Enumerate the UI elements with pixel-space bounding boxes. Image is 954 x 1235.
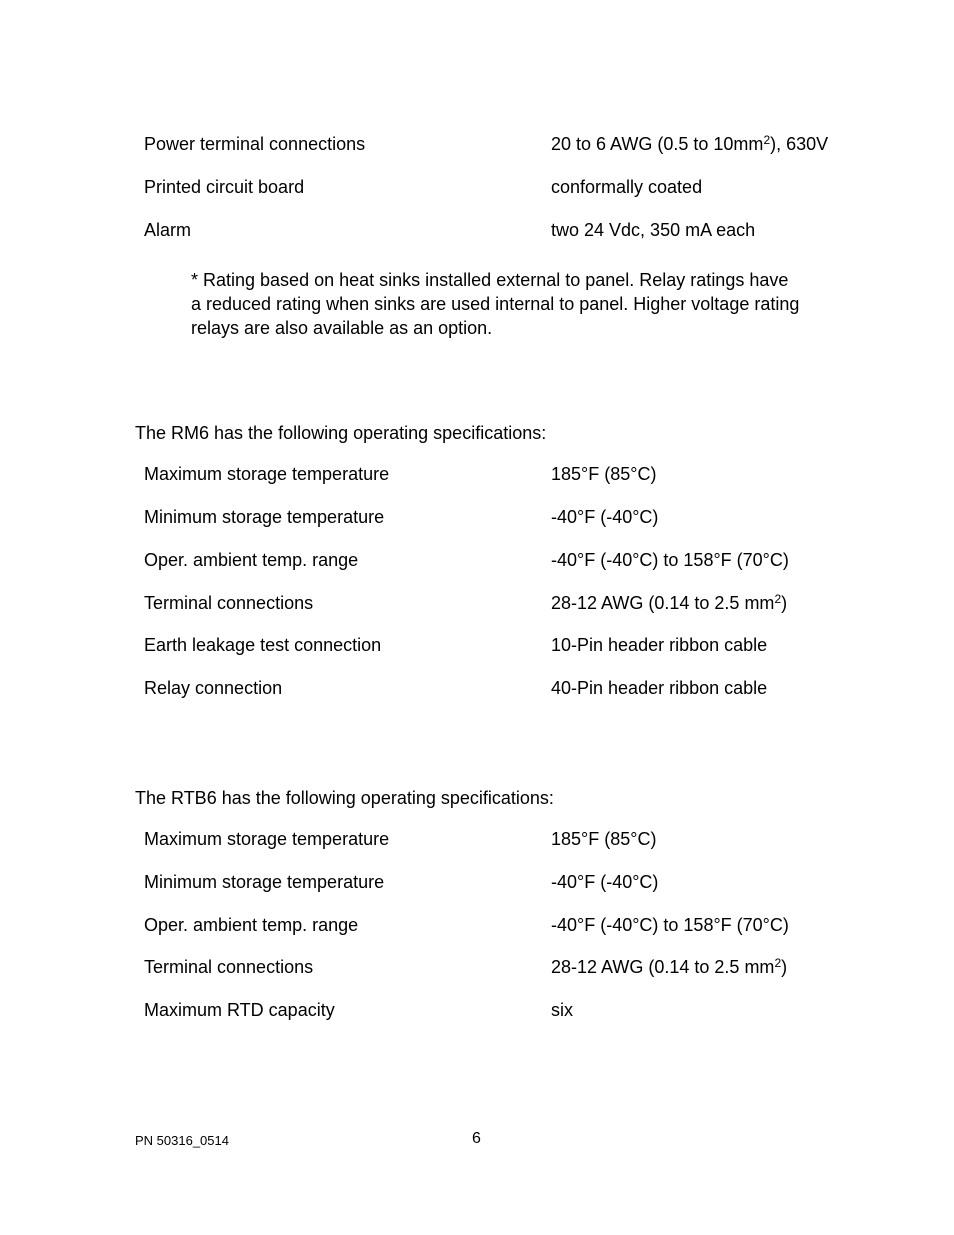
rating-note: [191, 268, 841, 340]
note-line: a reduced rating when sinks are used internal to panel. Higher voltage rating: [191, 294, 800, 314]
spec-value: 185°F (85°C): [551, 464, 657, 484]
spec-label: Maximum storage temperature: [144, 829, 390, 849]
spec-value: [551, 955, 787, 979]
spec-row-pcb: [0, 175, 954, 199]
superscript: 2: [763, 133, 771, 147]
spec-label: Power terminal connections: [144, 134, 366, 154]
page-number: 6: [472, 1130, 481, 1147]
spec-value: -40°F (-40°C) to 158°F (70°C): [551, 915, 789, 935]
part-number: PN 50316_0514: [135, 1133, 229, 1148]
spec-value: 40-Pin header ribbon cable: [551, 678, 768, 698]
spec-label: Relay connection: [144, 678, 283, 698]
rm6-spec-row: [0, 462, 954, 486]
note-line: relays are also available as an option.: [191, 318, 493, 338]
spec-value: 10-Pin header ribbon cable: [551, 635, 768, 655]
spec-value: -40°F (-40°C): [551, 507, 659, 527]
spec-value-text-end: ): [781, 593, 788, 613]
spec-value-text-end: ), 630V: [770, 134, 829, 154]
spec-label: Maximum RTD capacity: [144, 1000, 335, 1020]
spec-value: [551, 132, 828, 156]
note-line: * Rating based on heat sinks installed external to panel. Relay ratings have: [191, 270, 789, 290]
spec-value-text-end: ): [781, 957, 788, 977]
spec-label: Alarm: [144, 220, 192, 240]
spec-value: -40°F (-40°C) to 158°F (70°C): [551, 550, 789, 570]
rtb6-spec-row: [0, 998, 954, 1022]
spec-label: Printed circuit board: [144, 177, 305, 197]
spec-label: Oper. ambient temp. range: [144, 915, 359, 935]
spec-value: [551, 591, 787, 615]
superscript: 2: [774, 592, 782, 606]
spec-label: Terminal connections: [144, 593, 314, 613]
spec-row-power-terminal: [0, 132, 954, 156]
rtb6-spec-row: [0, 827, 954, 851]
spec-label: Minimum storage temperature: [144, 872, 385, 892]
superscript: 2: [774, 956, 782, 970]
rm6-spec-row: [0, 505, 954, 529]
spec-value-text: 28-12 AWG (0.14 to 2.5 mm: [551, 593, 775, 613]
rm6-spec-row: [0, 676, 954, 700]
spec-value-text: 28-12 AWG (0.14 to 2.5 mm: [551, 957, 775, 977]
rtb6-spec-row: [0, 913, 954, 937]
rtb6-spec-row: [0, 955, 954, 979]
spec-value: two 24 Vdc, 350 mA each: [551, 220, 756, 240]
rtb6-intro: The RTB6 has the following operating specifications:: [135, 788, 554, 808]
spec-value: 185°F (85°C): [551, 829, 657, 849]
rtb6-spec-row: [0, 870, 954, 894]
spec-value: conformally coated: [551, 177, 703, 197]
spec-label: Earth leakage test connection: [144, 635, 382, 655]
spec-label: Terminal connections: [144, 957, 314, 977]
rm6-spec-row: [0, 548, 954, 572]
spec-value: six: [551, 1000, 573, 1020]
rm6-spec-row: [0, 633, 954, 657]
spec-row-alarm: [0, 218, 954, 242]
spec-label: Maximum storage temperature: [144, 464, 390, 484]
spec-value: -40°F (-40°C): [551, 872, 659, 892]
spec-value-text: 20 to 6 AWG (0.5 to 10mm: [551, 134, 764, 154]
spec-label: Minimum storage temperature: [144, 507, 385, 527]
spec-label: Oper. ambient temp. range: [144, 550, 359, 570]
rm6-intro: The RM6 has the following operating specifications:: [135, 423, 547, 443]
rm6-spec-row: [0, 591, 954, 615]
